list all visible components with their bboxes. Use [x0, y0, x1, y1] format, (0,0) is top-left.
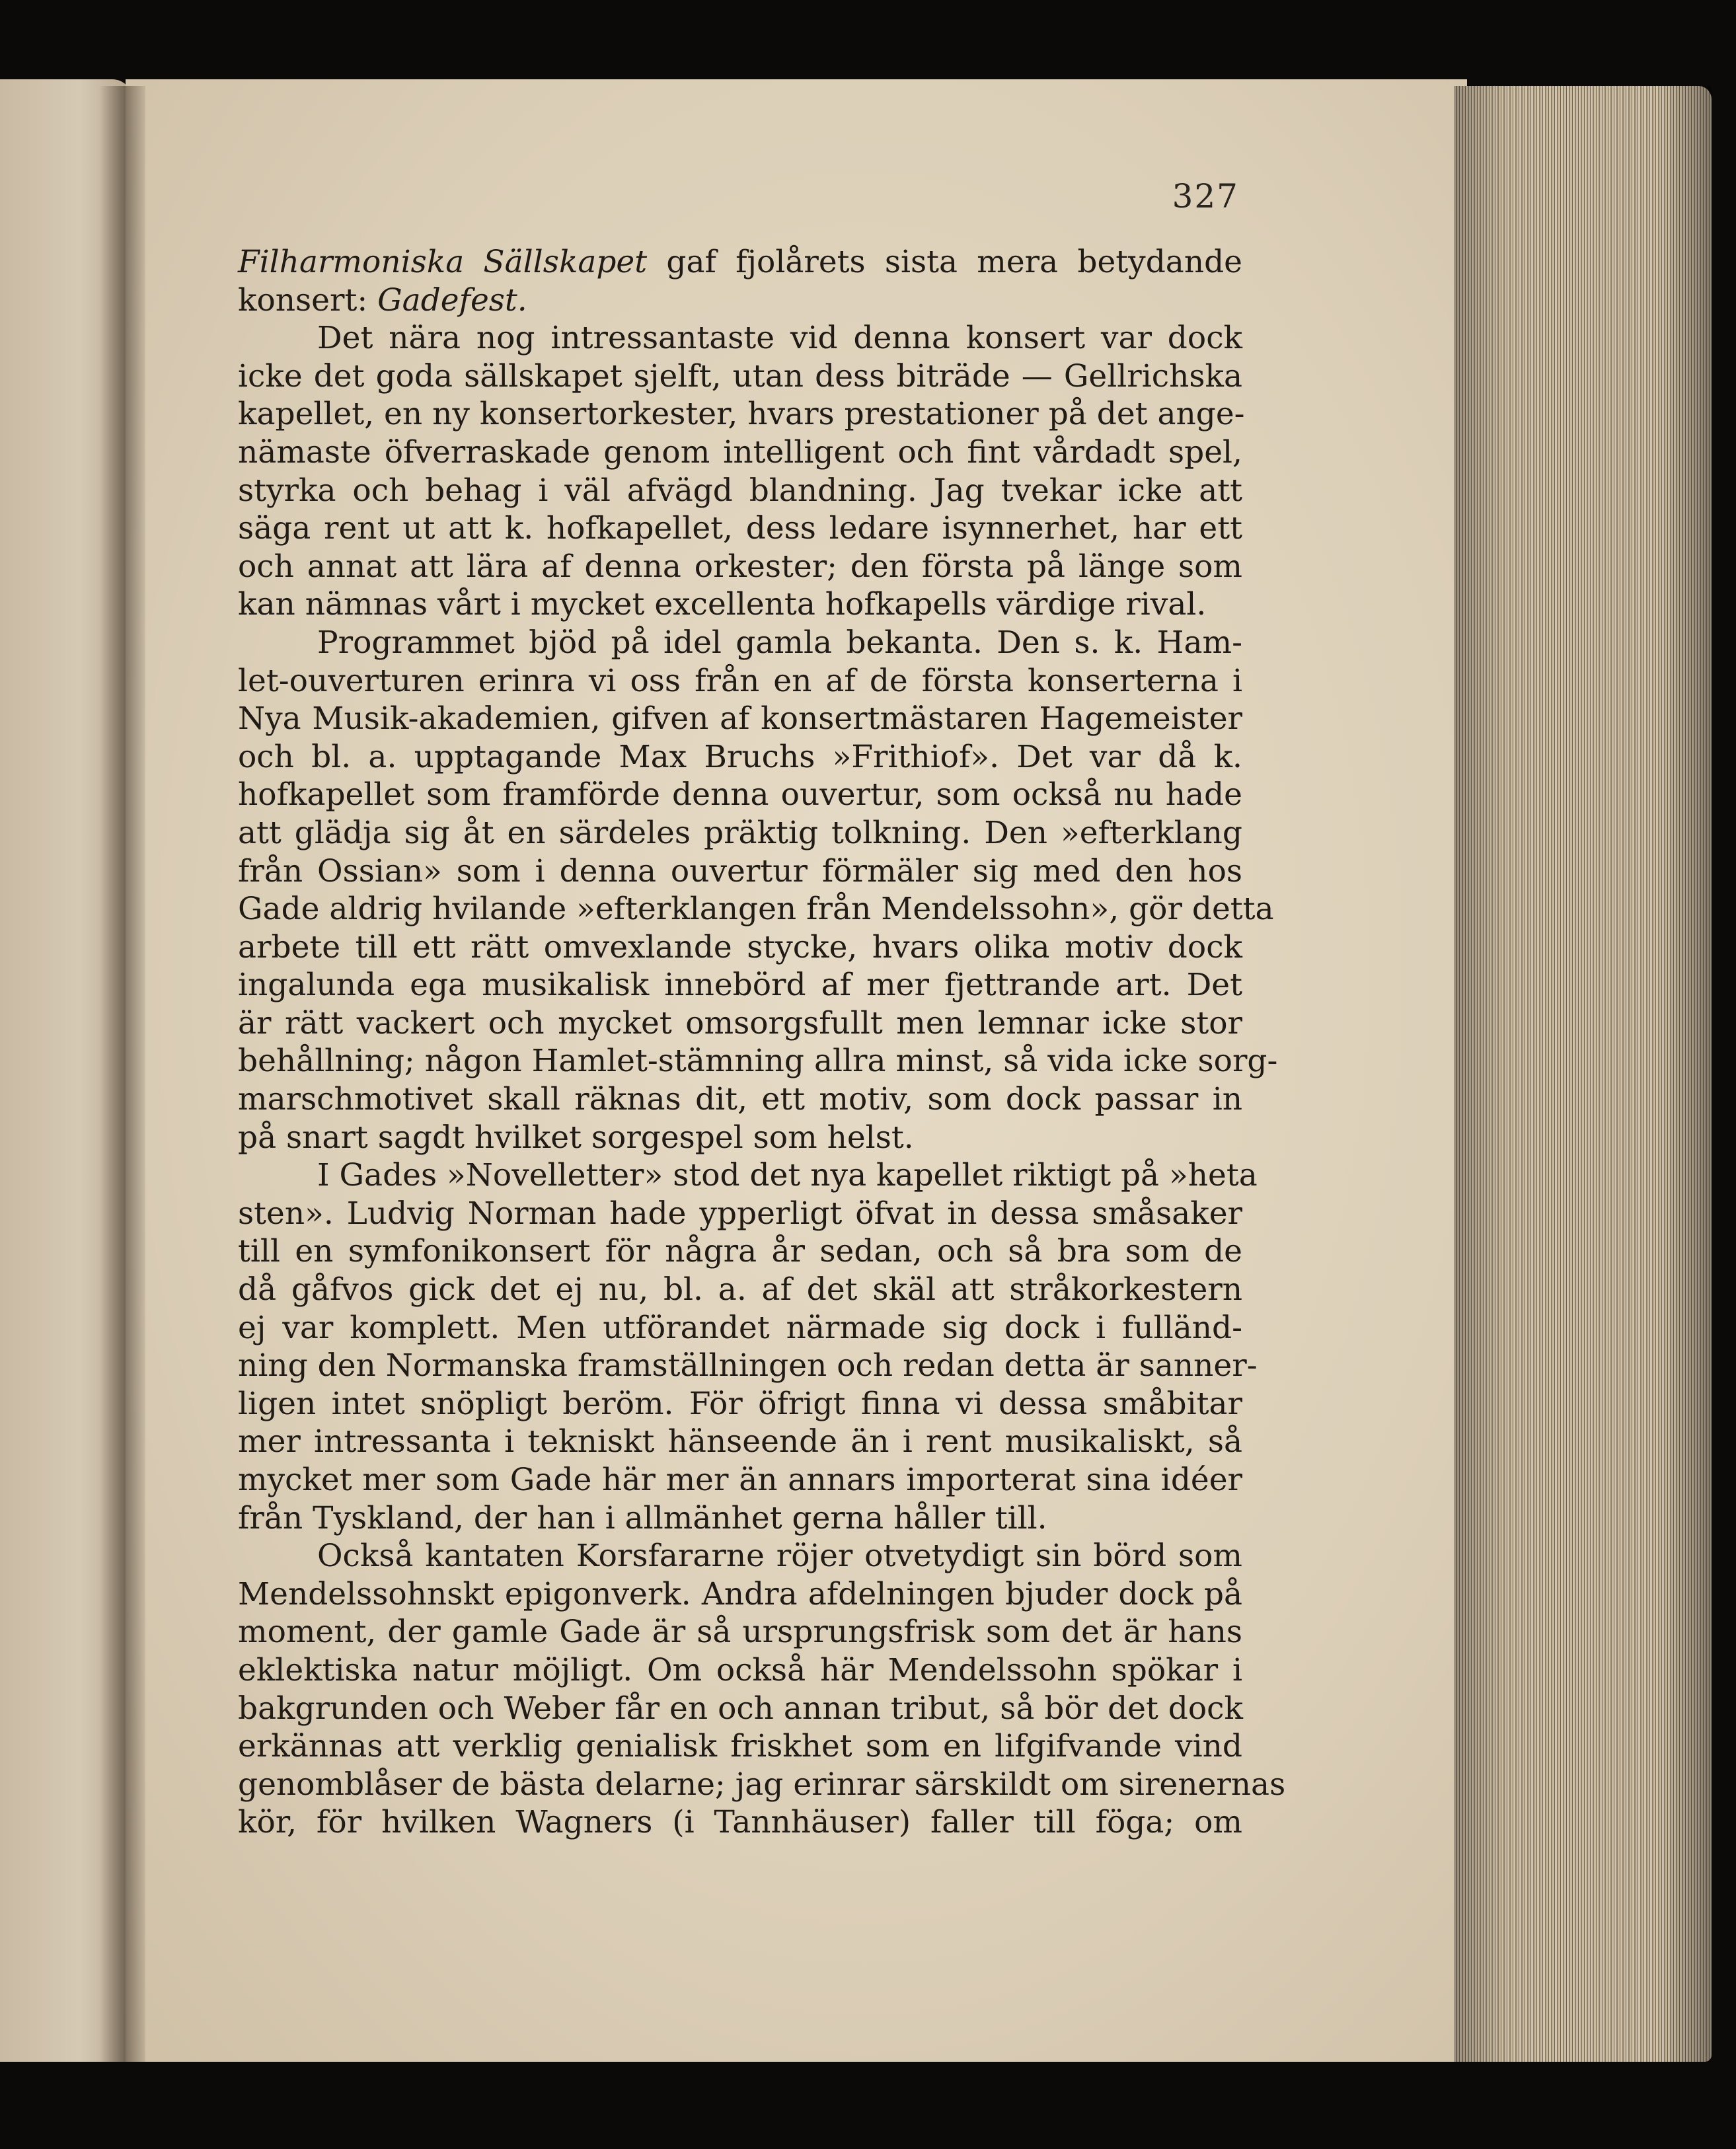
text-line: och annat att lära af denna orkester; den första på länge som [238, 548, 1242, 585]
text-line: Gade aldrig hvilande »efterklangen från Mendelssohn», gör detta [238, 891, 1274, 928]
text-line: då gåfvos gick det ej nu, bl. a. af det skäl att stråkorkestern [238, 1271, 1242, 1308]
text-line: let-ouverturen erinra vi oss från en af de första konserterna i [238, 662, 1242, 699]
text-line: marschmotivet skall räknas dit, ett motiv, som dock passar in [238, 1081, 1242, 1118]
text-line: ej var komplett. Men utförandet närmade sig dock i fulländ- [238, 1309, 1242, 1346]
text-line: Programmet bjöd på idel gamla bekanta. Den s. k. Ham- [317, 624, 1242, 661]
text-line: att glädja sig åt en särdeles präktig tolkning. Den »efterklang [238, 814, 1242, 851]
book-gutter [99, 86, 145, 2062]
text-line: kapellet, en ny konsertorkester, hvars prestationer på det ange- [238, 396, 1245, 433]
text-line: Också kantaten Korsfararne röjer otvetydigt sin börd som [317, 1538, 1242, 1575]
text-line: och bl. a. upptagande Max Bruchs »Frithiof». Det var då k. [238, 738, 1242, 775]
text-line: från Ossian» som i denna ouvertur förmäler sig med den hos [238, 852, 1242, 889]
text-line: moment, der gamle Gade är så ursprungsfrisk som det är hans [238, 1614, 1242, 1651]
text-line: mer intressanta i tekniskt hänseende än i rent musikaliskt, så [238, 1423, 1242, 1460]
text-line: är rätt vackert och mycket omsorgsfullt men lemnar icke stor [238, 1004, 1242, 1041]
text-line: kan nämnas vårt i mycket excellenta hofkapells värdige rival. [238, 586, 1207, 623]
text-line: ingalunda ega musikalisk innebörd af mer fjettrande art. Det [238, 967, 1242, 1004]
text-line [238, 282, 1242, 320]
text-line: till en symfonikonsert för några år sedan, och så bra som de [238, 1233, 1242, 1270]
text-line: arbete till ett rätt omvexlande stycke, hvars olika motiv dock [238, 928, 1242, 965]
text-line: behållning; någon Hamlet-stämning allra minst, så vida icke sorg- [238, 1043, 1278, 1080]
text-line: mycket mer som Gade här mer än annars importerat sina idéer [238, 1462, 1242, 1498]
text-line: eklektiska natur möjligt. Om också här Mendelssohn spökar i [238, 1651, 1242, 1688]
text-line [238, 243, 1242, 282]
page-edges-shade [1454, 86, 1712, 2062]
text-span: konsert: [238, 282, 378, 319]
text-line: säga rent ut att k. hofkapellet, dess ledare isynnerhet, har ett [238, 510, 1242, 547]
text-line: erkännas att verklig genialisk friskhet som en lifgifvande vind [238, 1728, 1242, 1765]
text-span: gaf fjolårets sista mera betydande [647, 244, 1242, 280]
text-line: I Gades »Novelletter» stod det nya kapellet riktigt på »heta [317, 1157, 1258, 1194]
text-line: bakgrunden och Weber får en och annan tribut, så bör det dock [238, 1690, 1243, 1727]
text-line: hofkapellet som framförde denna ouvertur, som också nu hade [238, 776, 1242, 813]
text-line: Nya Musik-akademien, gifven af konsertmästaren Hagemeister [238, 700, 1242, 737]
text-line: Mendelssohnskt epigonverk. Andra afdelningen bjuder dock på [238, 1575, 1242, 1612]
text-line: nämaste öfverraskade genom intelligent och fint vårdadt spel, [238, 434, 1242, 471]
italic-text: Gadefest. [377, 282, 527, 319]
text-line: styrka och behag i väl afvägd blandning. Jag tvekar icke att [238, 472, 1242, 509]
text-line: ligen intet snöpligt beröm. För öfrigt finna vi dessa småbitar [238, 1385, 1242, 1422]
text-line: sten». Ludvig Norman hade ypperligt öfvat in dessa småsaker [238, 1195, 1242, 1232]
text-line: kör, för hvilken Wagners (i Tannhäuser) faller till föga; om [238, 1804, 1242, 1841]
text-line: ning den Normanska framställningen och redan detta är sanner- [238, 1347, 1258, 1384]
text-line: på snart sagdt hvilket sorgespel som helst. [238, 1119, 914, 1156]
text-line: icke det goda sällskapet sjelft, utan dess biträde — Gellrichska [238, 358, 1242, 395]
text-line: genomblåser de bästa delarne; jag erinrar särskildt om sirenernas [238, 1766, 1286, 1803]
italic-text: Filharmoniska Sällskapet [238, 244, 648, 280]
body-text [238, 243, 1286, 1842]
page-number: 327 [1172, 177, 1239, 215]
text-line: Det nära nog intressantaste vid denna konsert var dock [317, 320, 1242, 357]
text-line: från Tyskland, der han i allmänhet gerna håller till. [238, 1499, 1047, 1536]
